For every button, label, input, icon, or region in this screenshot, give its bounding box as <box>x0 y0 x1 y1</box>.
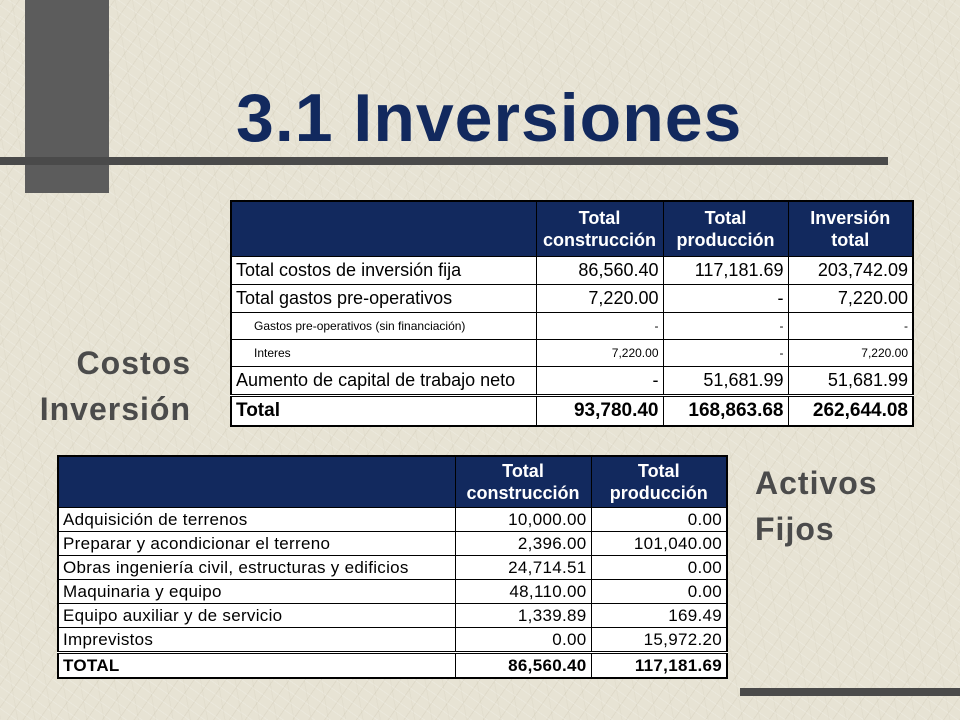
label-activos-line1: Activos <box>755 465 878 501</box>
cell-construccion: 7,220.00 <box>536 285 663 313</box>
cell-produccion: 101,040.00 <box>591 532 727 556</box>
cell-construccion: 1,339.89 <box>455 604 591 628</box>
header-total-construccion: Total construcción <box>536 201 663 257</box>
cell-construccion: 10,000.00 <box>455 508 591 532</box>
cell-produccion: 168,863.68 <box>663 396 788 427</box>
cell-construccion: 86,560.40 <box>536 257 663 285</box>
cell-produccion: 117,181.69 <box>591 653 727 679</box>
label-activos-fijos <box>755 460 945 552</box>
cell-produccion: 117,181.69 <box>663 257 788 285</box>
table-row <box>231 313 913 340</box>
cell-produccion: 169.49 <box>591 604 727 628</box>
slide-title: 3.1 Inversiones <box>236 80 743 156</box>
cell-produccion: - <box>663 285 788 313</box>
row-label: Interes <box>231 340 536 367</box>
activos-fijos-table <box>57 455 728 679</box>
row-label: Total costos de inversión fija <box>231 257 536 285</box>
cell-construccion: - <box>536 313 663 340</box>
table-header-row <box>58 456 727 508</box>
cell-produccion: 15,972.20 <box>591 628 727 653</box>
cell-construccion: 93,780.40 <box>536 396 663 427</box>
decorative-horizontal-rule <box>0 157 888 165</box>
cell-produccion: 0.00 <box>591 556 727 580</box>
table-row <box>58 556 727 580</box>
row-label: Aumento de capital de trabajo neto <box>231 367 536 396</box>
row-label: Equipo auxiliar y de servicio <box>58 604 455 628</box>
table-total-row <box>231 396 913 427</box>
table-row <box>231 257 913 285</box>
decorative-bottom-rule <box>740 688 960 696</box>
header-total-produccion: Total producción <box>663 201 788 257</box>
header-inversion-total: Inversión total <box>788 201 913 257</box>
row-label: Adquisición de terrenos <box>58 508 455 532</box>
cell-total: 7,220.00 <box>788 285 913 313</box>
label-costos-inversion <box>25 340 191 432</box>
cell-produccion: 0.00 <box>591 580 727 604</box>
header-total-produccion: Total producción <box>591 456 727 508</box>
row-label: Total <box>231 396 536 427</box>
cell-total: 262,644.08 <box>788 396 913 427</box>
table-row <box>231 340 913 367</box>
label-costos-line2: Inversión <box>39 391 191 427</box>
table-row <box>58 628 727 653</box>
cell-construccion: 24,714.51 <box>455 556 591 580</box>
table-header-row <box>231 201 913 257</box>
cell-construccion: 48,110.00 <box>455 580 591 604</box>
table-row <box>58 508 727 532</box>
cell-total: - <box>788 313 913 340</box>
header-description <box>58 456 455 508</box>
cell-total: 7,220.00 <box>788 340 913 367</box>
table-row <box>231 367 913 396</box>
cell-produccion: 51,681.99 <box>663 367 788 396</box>
cell-construccion: - <box>536 367 663 396</box>
row-label: Total gastos pre-operativos <box>231 285 536 313</box>
header-total-construccion: Total construcción <box>455 456 591 508</box>
cell-construccion: 2,396.00 <box>455 532 591 556</box>
cell-construccion: 0.00 <box>455 628 591 653</box>
cell-construccion: 86,560.40 <box>455 653 591 679</box>
row-label: Maquinaria y equipo <box>58 580 455 604</box>
label-activos-line2: Fijos <box>755 511 835 547</box>
table-row <box>58 580 727 604</box>
row-label: TOTAL <box>58 653 455 679</box>
cell-produccion: - <box>663 313 788 340</box>
cell-produccion: - <box>663 340 788 367</box>
cell-produccion: 0.00 <box>591 508 727 532</box>
table-total-row <box>58 653 727 679</box>
row-label: Preparar y acondicionar el terreno <box>58 532 455 556</box>
cell-total: 203,742.09 <box>788 257 913 285</box>
table-row <box>58 532 727 556</box>
row-label: Imprevistos <box>58 628 455 653</box>
header-description <box>231 201 536 257</box>
costos-inversion-table <box>230 200 914 427</box>
row-label: Obras ingeniería civil, estructuras y edificios <box>58 556 455 580</box>
table-row <box>58 604 727 628</box>
row-label: Gastos pre-operativos (sin financiación) <box>231 313 536 340</box>
table-row <box>231 285 913 313</box>
cell-construccion: 7,220.00 <box>536 340 663 367</box>
label-costos-line1: Costos <box>76 345 191 381</box>
cell-total: 51,681.99 <box>788 367 913 396</box>
